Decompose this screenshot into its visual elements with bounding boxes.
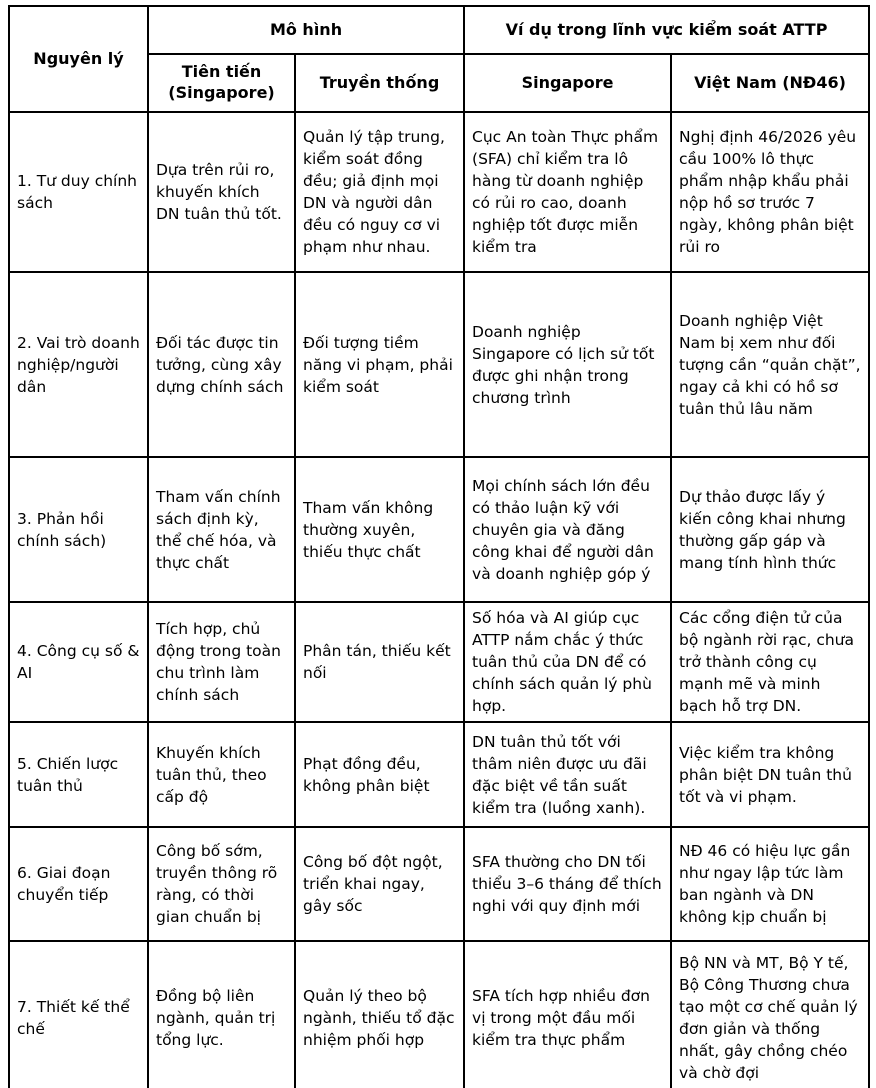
cell-traditional: Quản lý tập trung, kiểm soát đồng đều; giả định mọi DN và người dân đều có nguy cơ vi phạm như nhau. — [295, 112, 464, 272]
cell-traditional: Quản lý theo bộ ngành, thiếu tổ đặc nhiệm phối hợp — [295, 941, 464, 1088]
cell-principle: 3. Phản hồi chính sách) — [9, 457, 148, 602]
header-row-groups — [9, 6, 869, 54]
cell-advanced: Đồng bộ liên ngành, quản trị tổng lực. — [148, 941, 295, 1088]
cell-advanced: Tham vấn chính sách định kỳ, thể chế hóa, và thực chất — [148, 457, 295, 602]
header-truyen-thong: Truyền thống — [295, 54, 464, 112]
cell-vietnam: NĐ 46 có hiệu lực gần như ngay lập tức làm ban ngành và DN không kịp chuẩn bị — [671, 827, 869, 941]
cell-singapore: Cục An toàn Thực phẩm (SFA) chỉ kiểm tra lô hàng từ doanh nghiệp có rủi ro cao, doanh nghiệp tốt được miễn kiểm tra — [464, 112, 671, 272]
header-viet-nam-nd46: Việt Nam (NĐ46) — [671, 54, 869, 112]
table-row — [9, 941, 869, 1088]
cell-vietnam: Các cổng điện tử của bộ ngành rời rạc, chưa trở thành công cụ mạnh mẽ và minh bạch hỗ trợ DN. — [671, 602, 869, 722]
header-nguyen-ly: Nguyên lý — [9, 6, 148, 112]
cell-vietnam: Nghị định 46/2026 yêu cầu 100% lô thực phẩm nhập khẩu phải nộp hồ sơ trước 7 ngày, không phân biệt rủi ro — [671, 112, 869, 272]
cell-vietnam: Bộ NN và MT, Bộ Y tế, Bộ Công Thương chưa tạo một cơ chế quản lý đơn giản và thống nhất, gây chồng chéo và chờ đợi — [671, 941, 869, 1088]
cell-traditional: Phạt đồng đều, không phân biệt — [295, 722, 464, 827]
table-row — [9, 722, 869, 827]
cell-singapore: SFA tích hợp nhiều đơn vị trong một đầu mối kiểm tra thực phẩm — [464, 941, 671, 1088]
cell-advanced: Dựa trên rủi ro, khuyến khích DN tuân thủ tốt. — [148, 112, 295, 272]
table-row — [9, 602, 869, 722]
cell-traditional: Đối tượng tiềm năng vi phạm, phải kiểm soát — [295, 272, 464, 457]
cell-singapore: Doanh nghiệp Singapore có lịch sử tốt được ghi nhận trong chương trình — [464, 272, 671, 457]
cell-advanced: Đối tác được tin tưởng, cùng xây dựng chính sách — [148, 272, 295, 457]
cell-principle: 5. Chiến lược tuân thủ — [9, 722, 148, 827]
cell-advanced: Tích hợp, chủ động trong toàn chu trình làm chính sách — [148, 602, 295, 722]
cell-singapore: Số hóa và AI giúp cục ATTP nắm chắc ý thức tuân thủ của DN để có chính sách quản lý phù hợp. — [464, 602, 671, 722]
comparison-table — [8, 5, 870, 1088]
header-vi-du-attp: Ví dụ trong lĩnh vực kiểm soát ATTP — [464, 6, 869, 54]
cell-singapore: SFA thường cho DN tối thiểu 3–6 tháng để thích nghi với quy định mới — [464, 827, 671, 941]
cell-principle: 7. Thiết kế thể chế — [9, 941, 148, 1088]
table-row — [9, 112, 869, 272]
cell-singapore: DN tuân thủ tốt với thâm niên được ưu đãi đặc biệt về tần suất kiểm tra (luồng xanh). — [464, 722, 671, 827]
cell-vietnam: Doanh nghiệp Việt Nam bị xem như đối tượng cần “quản chặt”, ngay cả khi có hồ sơ tuân thủ lâu năm — [671, 272, 869, 457]
table-row — [9, 272, 869, 457]
cell-traditional: Tham vấn không thường xuyên, thiếu thực chất — [295, 457, 464, 602]
table-row — [9, 827, 869, 941]
cell-principle: 2. Vai trò doanh nghiệp/người dân — [9, 272, 148, 457]
cell-traditional: Công bố đột ngột, triển khai ngay, gây sốc — [295, 827, 464, 941]
cell-singapore: Mọi chính sách lớn đều có thảo luận kỹ với chuyên gia và đăng công khai để người dân và doanh nghiệp góp ý — [464, 457, 671, 602]
header-mo-hinh: Mô hình — [148, 6, 464, 54]
cell-principle: 1. Tư duy chính sách — [9, 112, 148, 272]
header-singapore: Singapore — [464, 54, 671, 112]
cell-advanced: Công bố sớm, truyền thông rõ ràng, có thời gian chuẩn bị — [148, 827, 295, 941]
cell-principle: 6. Giai đoạn chuyển tiếp — [9, 827, 148, 941]
cell-traditional: Phân tán, thiếu kết nối — [295, 602, 464, 722]
cell-vietnam: Việc kiểm tra không phân biệt DN tuân thủ tốt và vi phạm. — [671, 722, 869, 827]
table-row — [9, 457, 869, 602]
cell-vietnam: Dự thảo được lấy ý kiến công khai nhưng thường gấp gáp và mang tính hình thức — [671, 457, 869, 602]
cell-principle: 4. Công cụ số & AI — [9, 602, 148, 722]
header-tien-tien-singapore: Tiên tiến (Singapore) — [148, 54, 295, 112]
cell-advanced: Khuyến khích tuân thủ, theo cấp độ — [148, 722, 295, 827]
